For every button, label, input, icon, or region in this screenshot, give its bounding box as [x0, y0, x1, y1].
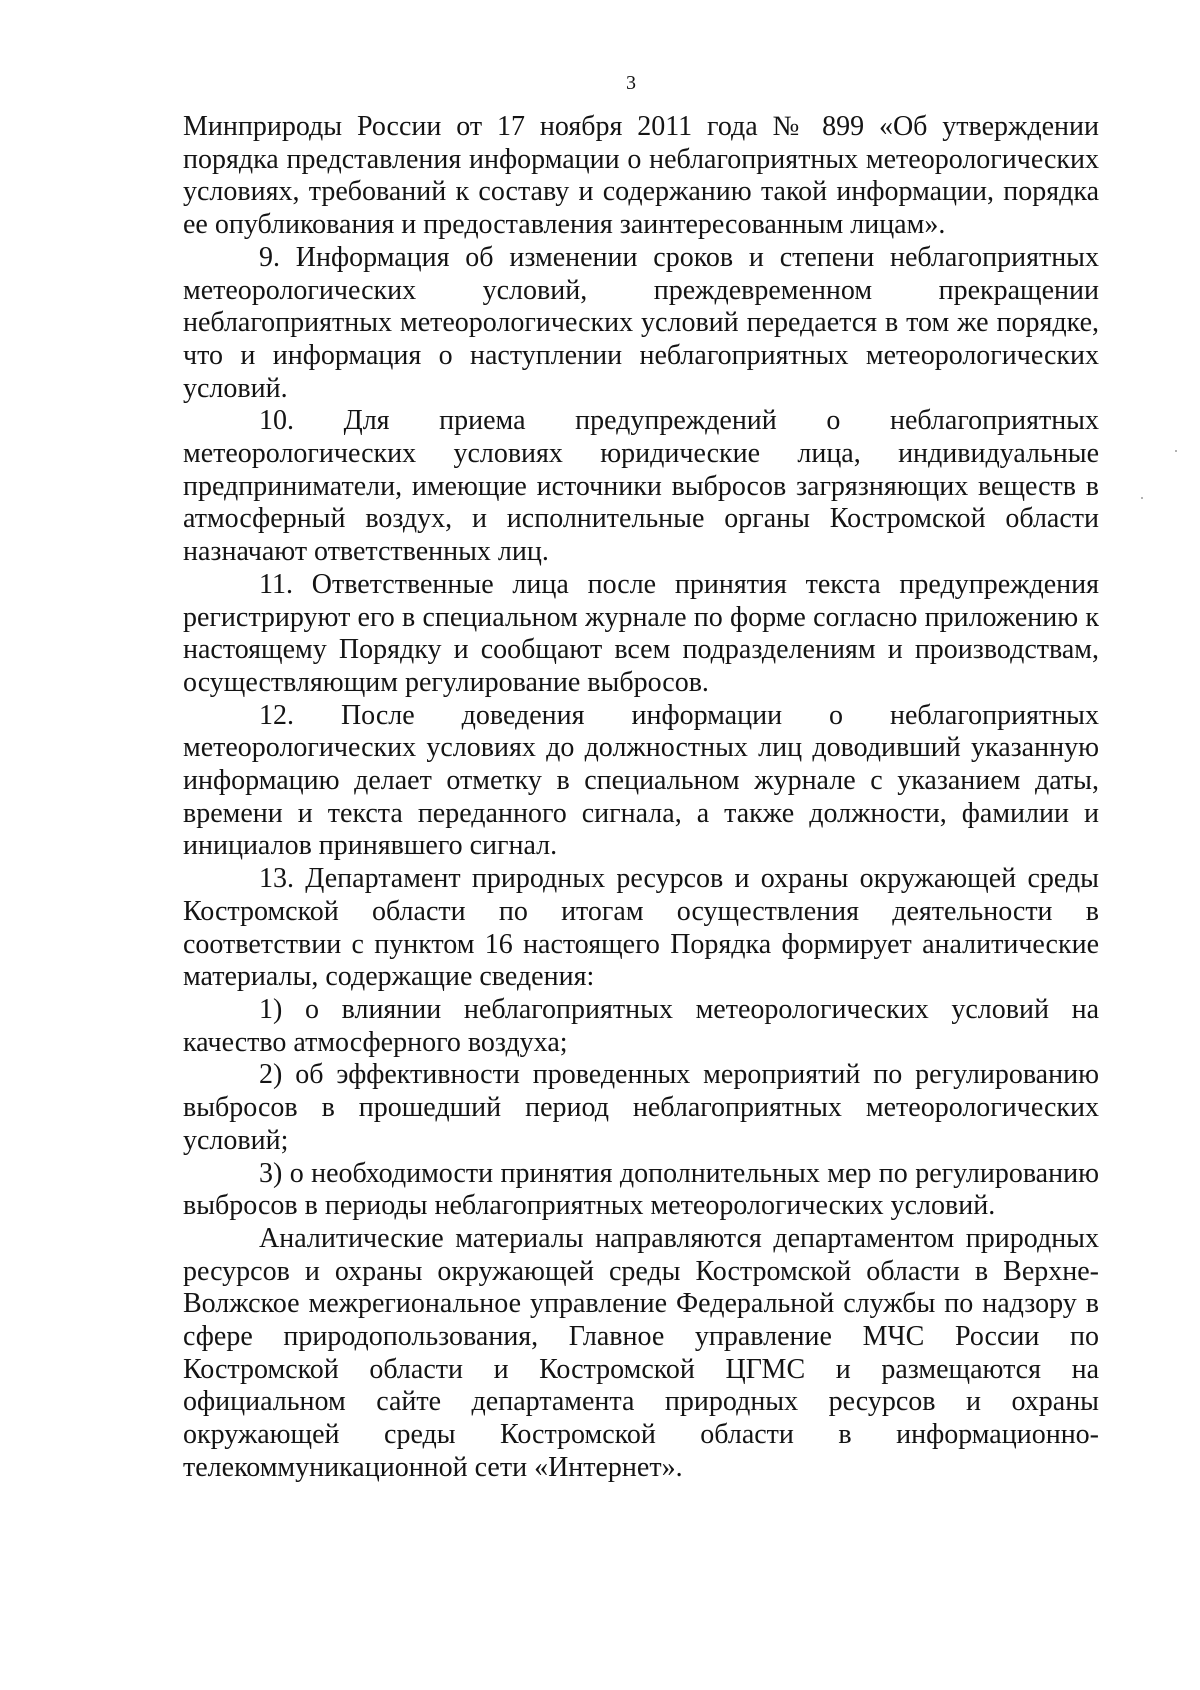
page-number: 3 — [626, 72, 636, 94]
paragraph-subitem-3: 3) о необходимости принятия дополнительных мер по регулированию выбросов в периоды неблагоприятных метеорологических условий. — [183, 1157, 1099, 1222]
paragraph-subitem-2: 2) об эффективности проведенных мероприятий по регулированию выбросов в прошедший период неблагоприятных метеорологических условий; — [183, 1059, 1099, 1156]
paragraph-item-13: 13. Департамент природных ресурсов и охраны окружающей среды Костромской области по итогам осуществления деятельности в соответствии с пунктом 16 настоящего Порядка формирует аналитические материалы, содержащие сведения: — [183, 863, 1099, 993]
paragraph-item-9: 9. Информация об изменении сроков и степени неблагоприятных метеорологических условий, преждевременном прекращении неблагоприятных метеорологических условий передается в том же порядке, что и информация о наступлении неблагоприятных метеорологических условий. — [183, 241, 1099, 404]
paragraph-item-12: 12. После доведения информации о неблагоприятных метеорологических условиях до должностных лиц доводивший указанную информацию делает отметку в специальном журнале с указанием даты, времени и текста переданного сигнала, а также должности, фамилии и инициалов принявшего сигнал. — [183, 699, 1099, 862]
paragraph-continuation: Минприроды России от 17 ноября 2011 года № 899 «Об утверждении порядка представления информации о неблагоприятных метеорологических условиях, требований к составу и содержанию такой информации, порядка ее опубликования и предоставления заинтересованным лицам». — [183, 111, 1099, 241]
body-text — [183, 111, 1099, 1485]
scan-speck — [1175, 450, 1177, 452]
paragraph-subitem-1: 1) о влиянии неблагоприятных метеорологических условий на качество атмосферного воздуха; — [183, 993, 1099, 1058]
paragraph-item-11: 11. Ответственные лица после принятия текста предупреждения регистрируют его в специальном журнале по форме согласно приложению к настоящему Порядку и сообщают всем подразделениям и производствам, осуществляющим регулирование выбросов. — [183, 568, 1099, 698]
scan-speck — [1141, 497, 1143, 499]
paragraph-item-10: 10. Для приема предупреждений о неблагоприятных метеорологических условиях юридические лица, индивидуальные предприниматели, имеющие источники выбросов загрязняющих веществ в атмосферный воздух, и исполнительные органы Костромской области назначают ответственных лиц. — [183, 405, 1099, 568]
paragraph-analytical-materials: Аналитические материалы направляются департаментом природных ресурсов и охраны окружающей среды Костромской области в Верхне-Волжское межрегиональное управление Федеральной службы по надзору в сфере природопользования, Главное управление МЧС России по Костромской области и Костромской ЦГМС и размещаются на официальном сайте департамента природных ресурсов и охраны окружающей среды Костромской области в информационно-телекоммуникационной сети «Интернет». — [183, 1222, 1099, 1483]
